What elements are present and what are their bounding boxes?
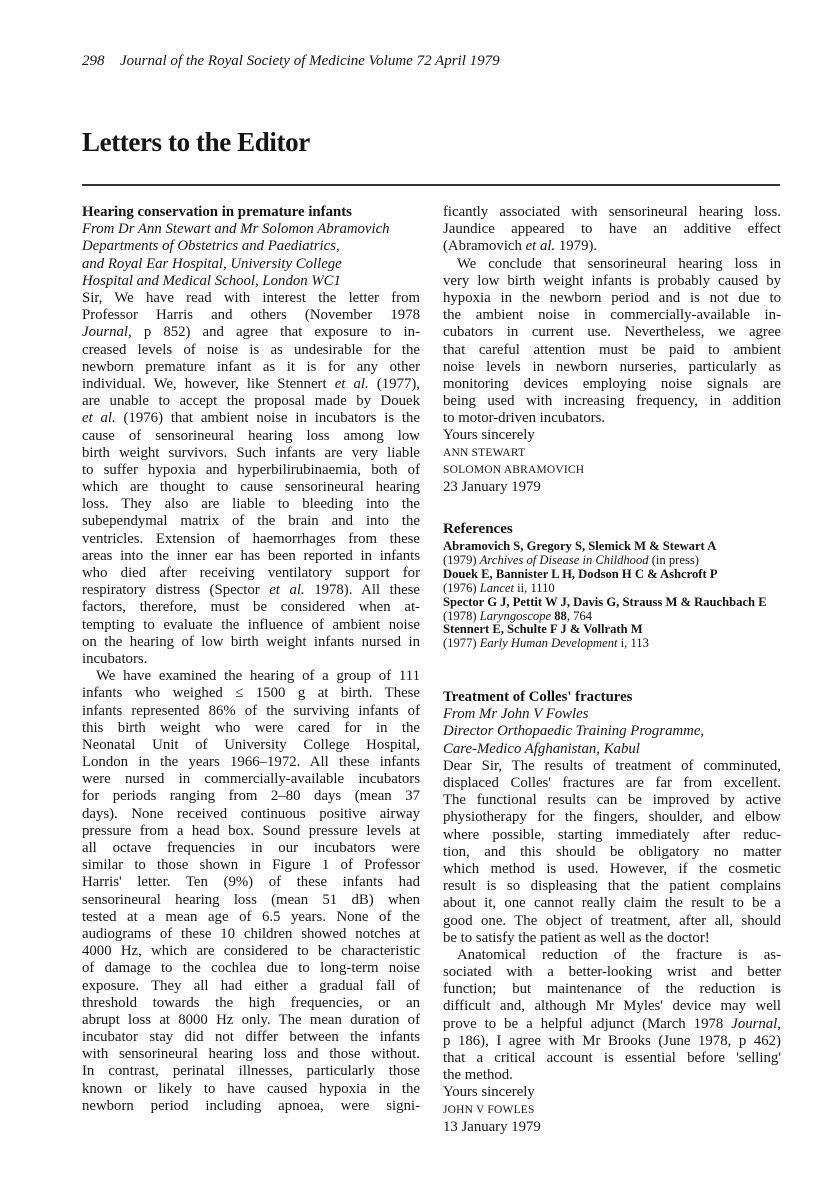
text-run: are unable to accept the proposal made by Douek: [82, 393, 420, 410]
text-run: tion, and this should be obligatory no matter: [443, 843, 781, 860]
text-run: about it, one cannot really claim the result to be a: [443, 895, 781, 912]
text-run: infants represented 86% of the surviving infants of: [82, 702, 420, 719]
text-line: [82, 462, 420, 479]
letter-body: [82, 290, 420, 1115]
text-line: [443, 895, 781, 912]
text-line: [443, 913, 781, 930]
text-line: [82, 1012, 420, 1029]
text-run: result is so displeasing that the patient complains: [443, 878, 781, 895]
text-line: [82, 978, 420, 995]
text-line: [82, 1046, 420, 1063]
text-run: et al.: [82, 410, 116, 427]
text-run: 1978). All these: [304, 582, 421, 599]
text-line: [443, 1016, 781, 1033]
text-line: [443, 342, 781, 359]
text-run: on the hearing of low birth weight infants nursed in: [82, 633, 420, 650]
letter-date: 23 January 1979: [443, 479, 541, 496]
text-line: [443, 998, 781, 1015]
paragraph: [82, 290, 420, 668]
text-run: incubator stay did not differ between the infants: [82, 1029, 420, 1046]
text-run: (Abramovich: [443, 238, 526, 255]
text-run: ficantly associated with sensorineural hearing loss.: [443, 204, 781, 220]
byline-line: From Dr Ann Stewart and Mr Solomon Abramovich: [82, 221, 390, 238]
text-line: [82, 857, 420, 874]
text-run: respiratory distress (Spector: [82, 582, 270, 599]
section-title: Letters to the Editor: [82, 127, 310, 157]
signatory: SOLOMON ABRAMOVICH: [443, 463, 585, 476]
byline-line: Care-Medico Afghanistan, Kabul: [443, 740, 640, 757]
text-line: [82, 445, 420, 462]
text-run: In contrast, perinatal illnesses, particularly those: [82, 1063, 420, 1080]
text-run: loss. They also are liable to bleeding into the: [82, 496, 420, 513]
text-line: [443, 964, 781, 981]
text-run: that a critical account is essential before 'selling': [443, 1050, 781, 1066]
text-run: Journal: [731, 1015, 778, 1032]
text-line: [82, 703, 420, 720]
closing: Yours sincerely: [443, 1084, 535, 1101]
text-run: similar to those shown in Figure 1 of Professor: [82, 857, 420, 874]
text-line: [443, 1033, 781, 1050]
text-run: physiotherapy for the fingers, shoulder, and elbow: [443, 809, 781, 826]
text-run: which are thought to cause sensorineural hearing: [82, 479, 420, 496]
text-run: individual. We, however, like Stennert: [82, 375, 335, 392]
text-run: (1976): [443, 580, 480, 595]
text-line: [82, 290, 420, 307]
text-run: which method is used. However, if the cosmetic: [443, 860, 781, 877]
text-line: [82, 995, 420, 1012]
text-line: [82, 410, 420, 427]
text-line: [82, 771, 420, 788]
text-line: [443, 1067, 781, 1084]
text-line: [443, 273, 781, 290]
text-line: [443, 775, 781, 792]
reference-authors: Douek E, Bannister L H, Dodson H C & Ashcroft P: [443, 566, 718, 581]
text-line: [443, 359, 781, 376]
text-run: Laryngoscope: [479, 608, 552, 623]
text-run: where possible, starting immediately after reduc-: [443, 826, 781, 843]
text-line: [82, 342, 420, 359]
text-line: [82, 531, 420, 548]
divider-rule: [82, 184, 780, 186]
text-run: We conclude that sensorineural hearing loss in: [457, 255, 781, 272]
page-number: 298: [82, 53, 105, 69]
text-run: this birth weight who were cared for in the: [82, 719, 420, 736]
reference-item: [443, 568, 788, 596]
byline-line: From Mr John V Fowles: [443, 706, 589, 723]
text-line: [82, 840, 420, 857]
letter-body: [443, 758, 781, 1085]
text-run: monitoring devices employing noise signals are: [443, 375, 781, 392]
text-run: be to satisfy the patient as well as the doctor!: [443, 929, 710, 946]
text-run: London in the years 1966–1972. All these infants: [82, 754, 420, 771]
text-run: Dear Sir, The results of treatment of comminuted,: [443, 757, 781, 774]
text-run: 4000 Hz, which are considered to be characteristic: [82, 943, 420, 960]
text-run: function; but maintenance of the reduction is: [443, 981, 781, 998]
text-line: [443, 947, 781, 964]
reference-citation: [443, 582, 788, 596]
letter-date: 13 January 1979: [443, 1118, 541, 1135]
text-run: subependymal matrix of the brain and into the: [82, 513, 420, 530]
text-line: [82, 634, 420, 651]
text-run: sensorineural hearing loss (mean 51 dB) when: [82, 891, 420, 908]
letter-body: [443, 204, 781, 427]
text-line: [443, 844, 781, 861]
reference-item: [443, 540, 788, 568]
text-line: [82, 943, 420, 960]
text-line: [443, 410, 781, 427]
text-line: [82, 548, 420, 565]
text-line: [443, 792, 781, 809]
text-line: [82, 1063, 420, 1080]
text-run: newborn period including apnoea, were signi-: [82, 1097, 420, 1114]
text-run: hypoxia in the newborn period and is not due to: [443, 289, 781, 306]
text-run: who died after receiving ventilatory support for: [82, 565, 420, 582]
reference-authors: Abramovich S, Gregory S, Slemick M & Stewart A: [443, 539, 717, 553]
text-run: Early Human Development: [479, 636, 618, 651]
reference-item: [443, 596, 788, 624]
byline: [443, 706, 781, 758]
reference-list: [443, 540, 788, 651]
text-line: [443, 393, 781, 410]
reference-citation: [443, 637, 788, 651]
text-run: tempting to evaluate the influence of ambient noise: [82, 616, 420, 633]
references: [443, 521, 788, 651]
text-run: very low birth weight infants is probably caused by: [443, 272, 781, 289]
text-line: [82, 617, 420, 634]
text-run: et al.: [525, 238, 556, 255]
paragraph: [443, 204, 781, 256]
text-line: [443, 324, 781, 341]
paragraph: [443, 256, 781, 428]
text-line: [82, 892, 420, 909]
text-run: incubators.: [82, 650, 148, 667]
text-run: infants who weighed ≤ 1500 g at birth. These: [82, 685, 420, 702]
text-run: i, 113: [617, 636, 649, 651]
text-run: cause of sensorineural hearing loss among low: [82, 427, 420, 444]
letter-colles-fractures: [443, 689, 781, 1136]
running-header: [82, 53, 500, 70]
text-line: [82, 307, 420, 324]
text-line: [82, 909, 420, 926]
text-line: [82, 960, 420, 977]
text-line: [82, 599, 420, 616]
text-run: Neonatal Unit of University College Hospital,: [82, 736, 420, 753]
text-run: areas into the inner ear has been reported in infants: [82, 547, 420, 564]
journal-line: Journal of the Royal Society of Medicine Volume 72 April 1979: [120, 53, 500, 69]
reference-authors: Stennert E, Schulte F J & Vollrath M: [443, 622, 643, 637]
text-run: good one. The object of treatment, after all, should: [443, 912, 781, 929]
reference-citation: [443, 554, 788, 568]
text-run: displaced Colles' fractures are far from excellent.: [443, 775, 781, 791]
text-line: [82, 1098, 420, 1115]
text-run: Harris' letter. Ten (9%) of these infants had: [82, 874, 420, 891]
text-run: to suffer hypoxia and hyperbilirubinaemia, both of: [82, 461, 420, 478]
text-line: [443, 256, 781, 273]
text-line: [443, 861, 781, 878]
paragraph: [82, 668, 420, 1115]
text-run: (1977),: [368, 375, 420, 392]
text-run: for periods ranging from 2–80 days (mean 37: [82, 788, 420, 805]
text-run: known or likely to have caused hypoxia in the: [82, 1080, 420, 1097]
text-run: Sir, We have read with interest the letter from: [82, 290, 420, 307]
text-line: [443, 758, 781, 775]
text-run: creased levels of noise is as undesirable for the: [82, 341, 420, 358]
text-line: [443, 376, 781, 393]
text-line: [82, 651, 420, 668]
text-run: abrupt loss at 8000 Hz only. The mean duration of: [82, 1011, 420, 1028]
text-run: audiograms of these 10 children showed notches at: [82, 925, 420, 942]
paragraph: [443, 758, 781, 947]
text-run: ii, 1110: [514, 580, 555, 595]
text-run: were nursed in commercially-available incubators: [82, 771, 420, 788]
references-heading: References: [443, 521, 513, 537]
text-line: [82, 1081, 420, 1098]
text-line: [82, 513, 420, 530]
text-line: [82, 565, 420, 582]
text-run: (1976) that ambient noise in incubators is the: [115, 410, 420, 427]
text-line: [443, 827, 781, 844]
reference-citation: [443, 610, 788, 624]
text-line: [443, 238, 781, 255]
text-run: et al.: [269, 582, 305, 599]
text-run: Anatomical reduction of the fracture is as-: [457, 946, 781, 963]
text-line: [443, 981, 781, 998]
text-run: newborn premature infant as it is for any other: [82, 358, 420, 375]
text-run: (in press): [648, 552, 699, 567]
text-line: [82, 582, 420, 599]
byline-line: Director Orthopaedic Training Programme,: [443, 723, 705, 740]
text-run: exposure. They all had either a gradual fall of: [82, 977, 420, 994]
text-line: [82, 823, 420, 840]
text-line: [82, 479, 420, 496]
text-run: p 186), I agree with Mr Brooks (June 1978, p 462): [443, 1032, 781, 1049]
text-run: threshold towards the high frequencies, or an: [82, 994, 420, 1011]
text-run: 1979).: [555, 238, 598, 255]
text-run: (1977): [443, 636, 480, 651]
text-line: [82, 806, 420, 823]
text-line: [82, 324, 420, 341]
text-run: ventricles. Extension of haemorrhages from these: [82, 530, 420, 547]
text-line: [443, 809, 781, 826]
text-line: [443, 878, 781, 895]
letter-hearing-conservation: [82, 204, 420, 1115]
text-run: Jaundice appeared to have an additive effect: [443, 221, 781, 238]
text-line: [82, 788, 420, 805]
text-line: [82, 737, 420, 754]
text-line: [443, 307, 781, 324]
signatory: JOHN V FOWLES: [443, 1103, 535, 1116]
signatory: ANN STEWART: [443, 446, 526, 459]
text-line: [82, 359, 420, 376]
byline: [82, 221, 420, 290]
text-run: Professor Harris and others (November 1978: [82, 307, 420, 324]
text-line: [443, 1050, 781, 1067]
text-line: [82, 376, 420, 393]
text-run: , p 852) and agree that exposure to in-: [128, 324, 420, 341]
text-run: all octave frequencies in our incubators were: [82, 840, 420, 857]
text-run: et al.: [334, 375, 369, 392]
text-run: cubators in current use. Nevertheless, we agree: [443, 324, 781, 341]
text-line: [443, 930, 781, 947]
text-line: [82, 1029, 420, 1046]
text-run: factors, therefore, must be considered when at-: [82, 599, 420, 616]
text-run: pressure from a head box. Sound pressure levels at: [82, 822, 420, 839]
text-run: that careful attention must be paid to ambient: [443, 341, 781, 358]
text-run: (1978): [443, 608, 480, 623]
text-run: difficult and, although Mr Myles' device may well: [443, 998, 781, 1015]
text-run: noise levels in newborn nurseries, particularly as: [443, 358, 781, 375]
text-line: [82, 668, 420, 685]
letter-title: Hearing conservation in premature infants: [82, 204, 352, 220]
paragraph: [443, 947, 781, 1085]
text-line: [82, 754, 420, 771]
text-run: ,: [777, 1015, 781, 1032]
reference-authors: Spector G J, Pettit W J, Davis G, Strauss M & Rauchbach E: [443, 594, 767, 609]
text-run: Journal: [82, 324, 129, 341]
text-run: the method.: [443, 1067, 513, 1084]
text-line: [82, 926, 420, 943]
text-run: of damage to the cochlea due to long-term noise: [82, 960, 420, 977]
text-run: We have examined the hearing of a group of 111: [96, 668, 420, 685]
text-run: (1979): [443, 552, 480, 567]
text-run: birth weight survivors. Such infants are very liable: [82, 444, 420, 461]
text-line: [443, 221, 781, 238]
text-run: with sensorineural hearing loss and those without.: [82, 1046, 420, 1063]
reference-item: [443, 623, 788, 651]
text-run: days). None received continuous positive airway: [82, 805, 420, 822]
text-run: prove to be a helpful adjunct (March 1978: [443, 1015, 732, 1032]
text-line: [443, 290, 781, 307]
text-line: [82, 720, 420, 737]
text-run: to motor-driven incubators.: [443, 410, 606, 427]
byline-line: and Royal Ear Hospital, University College: [82, 255, 342, 272]
text-run: 88: [554, 608, 567, 623]
text-run: the ambient noise in commercially-available in-: [443, 307, 781, 324]
byline-line: Departments of Obstetrics and Paediatrics,: [82, 238, 340, 255]
text-line: [82, 685, 420, 702]
text-run: , 764: [566, 608, 593, 623]
closing: Yours sincerely: [443, 427, 535, 444]
text-line: [82, 874, 420, 891]
text-run: Lancet: [479, 580, 515, 595]
text-line: [82, 496, 420, 513]
text-run: sociated with a better-looking wrist and better: [443, 964, 781, 981]
text-run: being used with increasing frequency, in addition: [443, 393, 781, 410]
text-line: [82, 428, 420, 445]
byline-line: Hospital and Medical School, London WC1: [82, 272, 341, 289]
text-run: tested at a mean age of 6.5 years. None of the: [82, 908, 420, 925]
letter-hearing-conservation-continued: [443, 204, 781, 496]
text-run: Archives of Disease in Childhood: [479, 552, 649, 567]
text-line: [82, 393, 420, 410]
text-run: The functional results can be improved by active: [443, 792, 781, 809]
letter-title: Treatment of Colles' fractures: [443, 689, 633, 705]
text-line: [443, 204, 781, 221]
